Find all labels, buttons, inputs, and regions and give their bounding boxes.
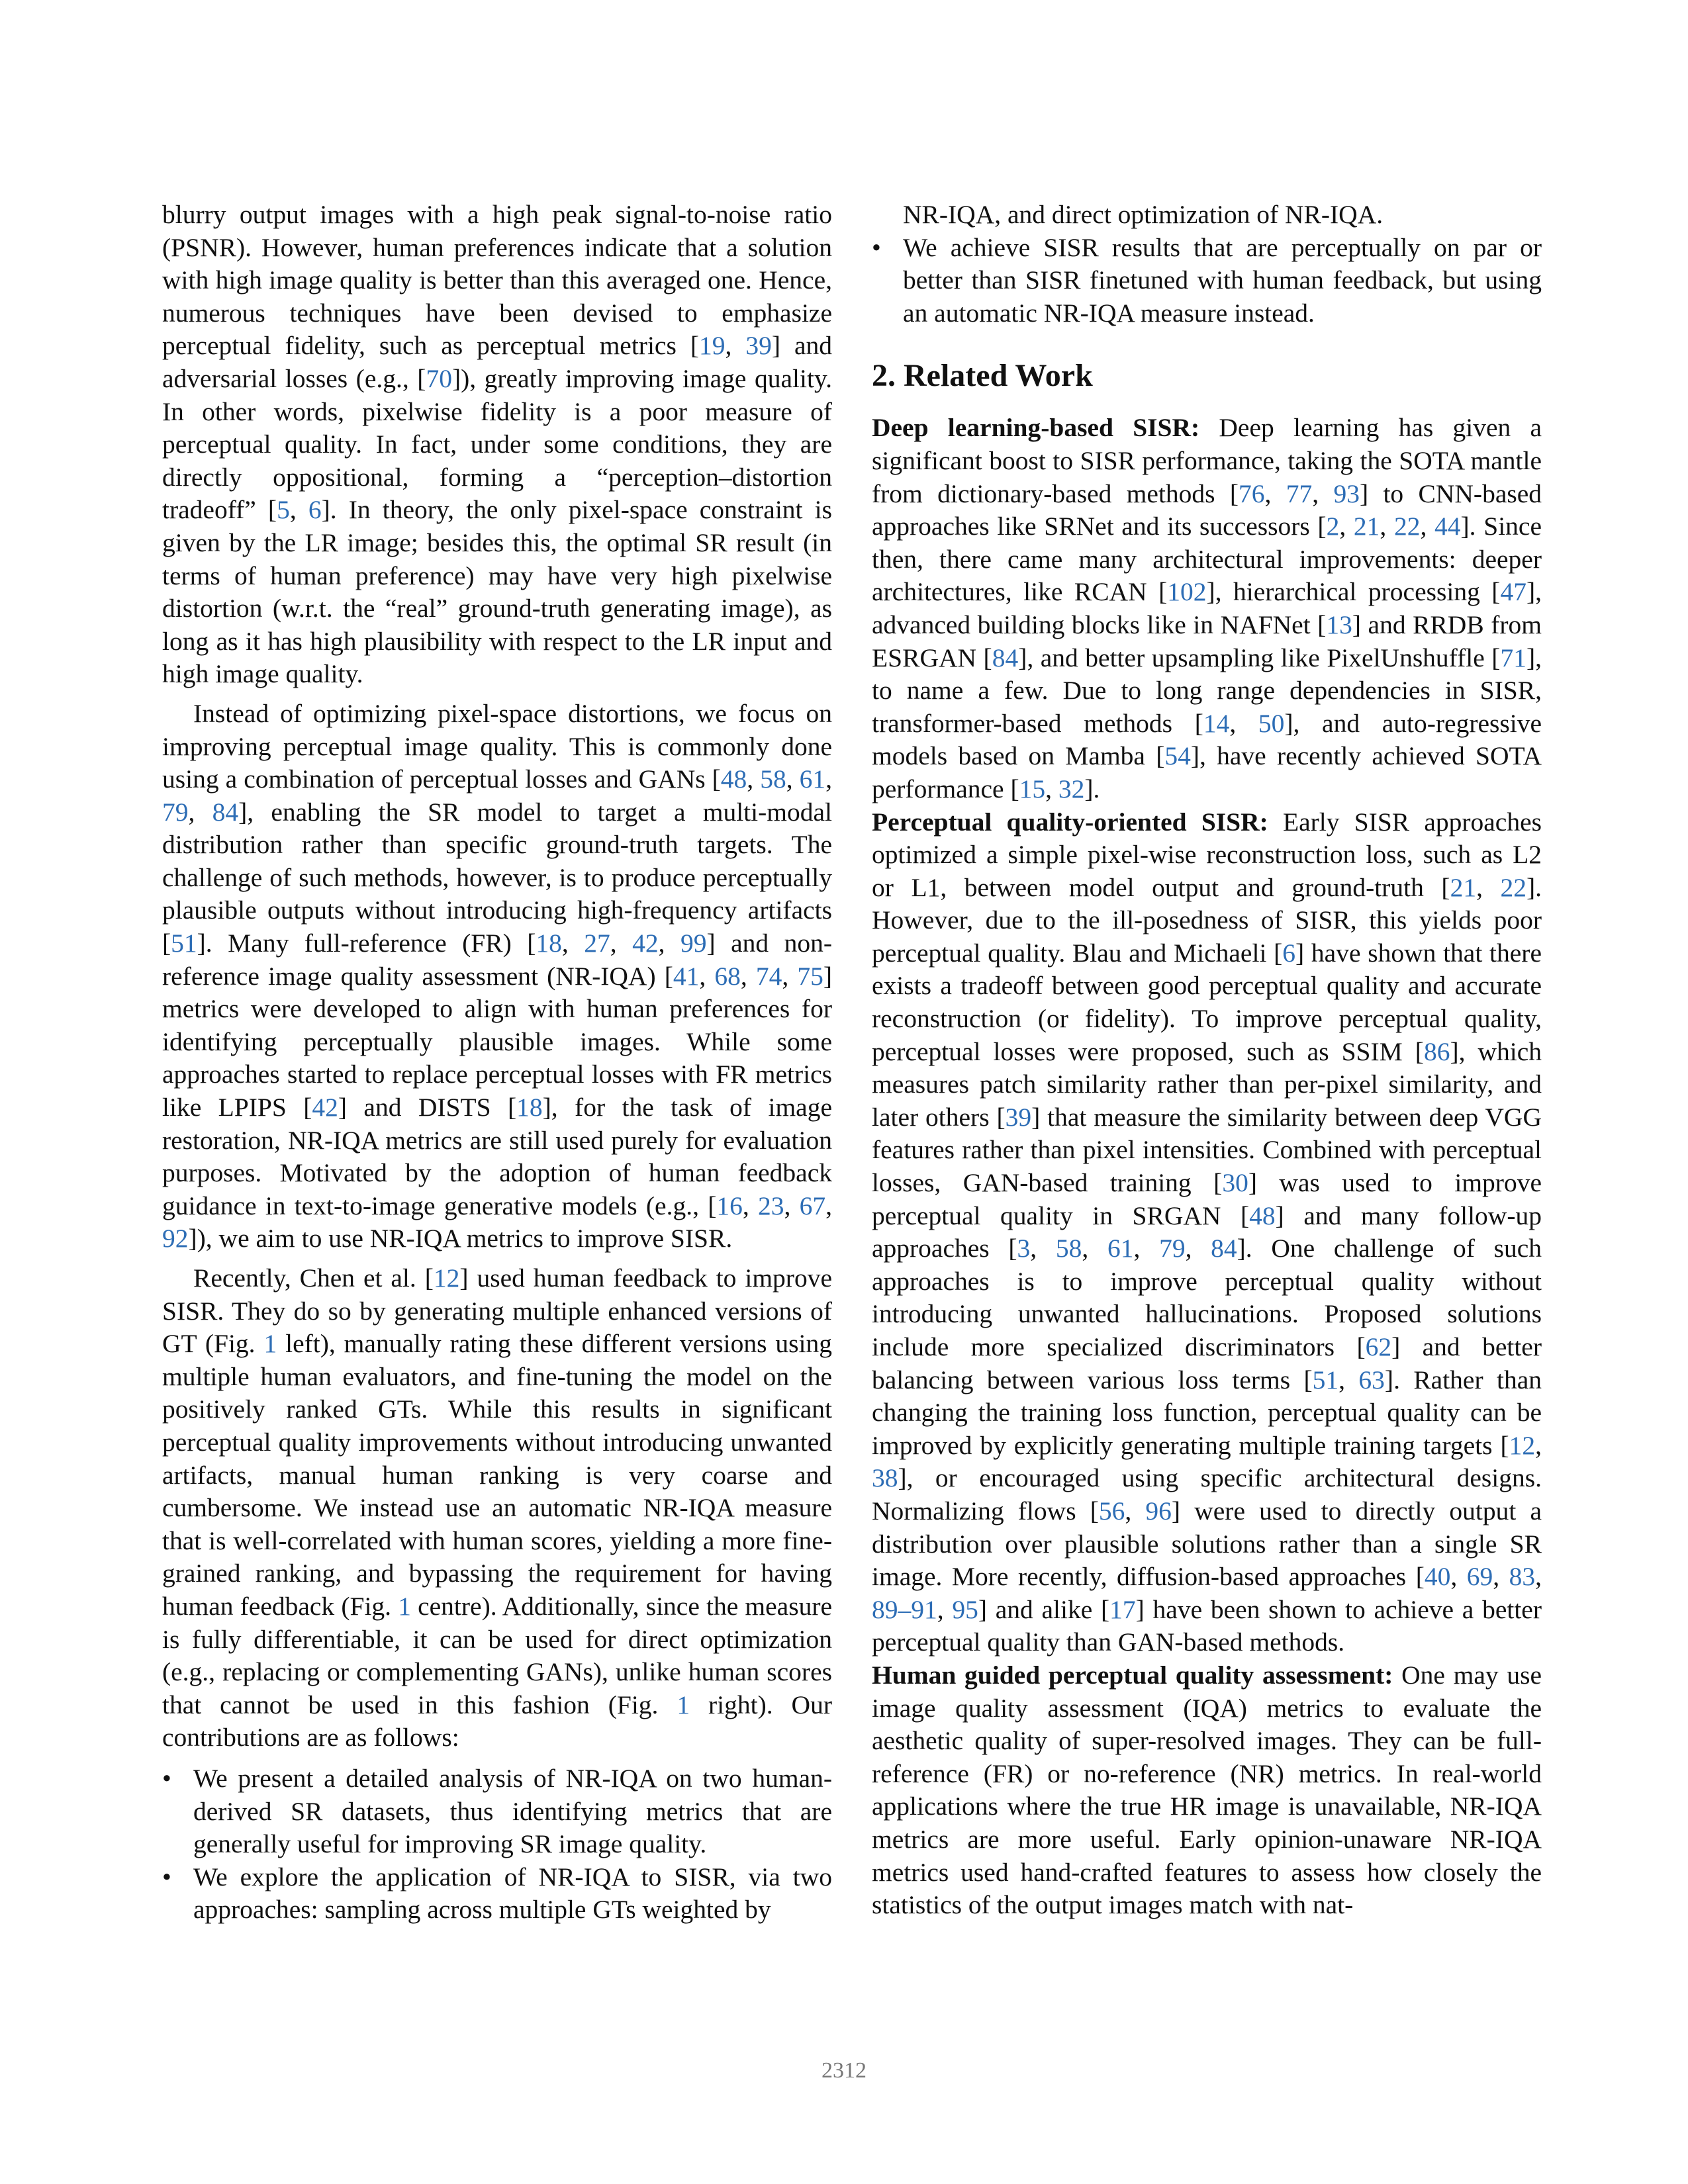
citation-link[interactable]: 79 <box>1159 1234 1186 1263</box>
page-number: 2312 <box>821 2058 867 2083</box>
contributions-list-continued <box>872 199 1542 330</box>
citation-link[interactable]: 56 <box>1098 1496 1125 1525</box>
list-item: • We achieve SISR results that are perceptually on par or better than SISR finetuned with human feedback, but using an automatic NR-IQA measure instead. <box>872 232 1542 330</box>
citation-link[interactable]: 102 <box>1167 577 1207 607</box>
citation-link[interactable]: 38 <box>872 1463 898 1493</box>
citation-link[interactable]: 44 <box>1434 512 1461 541</box>
citation-link[interactable]: 23 <box>758 1191 784 1220</box>
citation-link[interactable]: 61 <box>1107 1234 1134 1263</box>
citation-link[interactable]: 17 <box>1109 1594 1136 1624</box>
text: Recently, Chen et al. [ <box>193 1263 434 1293</box>
citation-link[interactable]: 41 <box>673 961 700 991</box>
citation-link[interactable]: 84 <box>212 797 239 827</box>
citation-link[interactable]: 68 <box>714 961 741 991</box>
list-item: • We present a detailed analysis of NR-IQA on two human-derived SR datasets, thus identifying metrics that are generally useful for improving SR image quality. <box>162 1762 832 1861</box>
citation-link[interactable]: 21 <box>1450 872 1477 902</box>
citation-link[interactable]: 58 <box>760 764 786 794</box>
citation-link[interactable]: 51 <box>171 929 197 958</box>
run-in-heading: Human guided perceptual quality assessment: <box>872 1660 1393 1690</box>
citation-link[interactable]: 32 <box>1058 774 1085 803</box>
text: Deep learning has given a significant boost to SISR performance, taking the SOTA mantle from dictionary-based methods [ <box>872 413 1542 508</box>
text: ] were used to directly output a distribution over plausible solutions rather than a single SR image. More recently, diffusion-based approaches [ <box>872 1496 1542 1592</box>
right-column <box>872 199 1542 1922</box>
paragraph: Deep learning-based SISR: Deep learning has given a significant boost to SISR performance, taking the SOTA mantle from dictionary-based methods [76, 77, 93] to CNN-based approaches like SRNet and its successors [2, 21, 22, 44]. Since then, there came many architectural improvements: deeper architectures, like RCAN [102], hierarchical processing [47], advanced building blocks like in NAFNet [13] and RRDB from ESRGAN [84], and better upsampling like PixelUnshuffle [71], to name a few. Due to long range dependencies in SISR, transformer-based methods [14, 50], and auto-regressive models based on Mamba [54], have recently achieved SOTA performance [15, 32]. <box>872 413 1542 803</box>
citation-link[interactable]: 84 <box>1211 1234 1237 1263</box>
text: ]. One challenge of such approaches is to improve perceptual quality without introducing unwanted hallucinations. Proposed solutions include more specialized discriminators [ <box>872 1234 1542 1361</box>
citation-link[interactable]: 67 <box>799 1191 826 1220</box>
text: , <box>289 495 308 525</box>
text: ]. Since then, there came many architectural improvements: deeper architectures, like RCAN [ <box>872 512 1542 607</box>
citation-link[interactable]: 48 <box>720 764 747 794</box>
paragraph <box>162 199 832 691</box>
text: ] was used to improve perceptual quality in SRGAN [ <box>872 1168 1542 1230</box>
citation-link[interactable]: 6 <box>308 495 322 525</box>
citation-link[interactable]: 30 <box>1222 1168 1248 1198</box>
text: ]), we aim to use NR-IQA metrics to improve SISR. <box>188 1224 733 1253</box>
text: ], to name a few. Due to long range dependencies in SISR, transformer-based methods [ <box>872 643 1542 738</box>
citation-link[interactable]: 2 <box>1326 512 1340 541</box>
citation-link[interactable]: 16 <box>716 1191 743 1220</box>
text: ] have been shown to achieve a better perceptual quality than GAN-based methods. <box>872 1594 1542 1657</box>
text: ] have shown that there exists a tradeoff between good perceptual quality and accurate reconstruction (or fidelity). To improve perceptual quality, perceptual losses were proposed, such as SSIM [ <box>872 938 1542 1066</box>
citation-link[interactable]: 54 <box>1164 741 1191 771</box>
citation-link[interactable]: 93 <box>1333 478 1360 508</box>
citation-link[interactable]: 95 <box>952 1594 978 1624</box>
citation-link[interactable]: 84 <box>992 643 1019 672</box>
text: ] and DISTS [ <box>338 1093 517 1122</box>
citation-link[interactable]: 63 <box>1358 1365 1385 1394</box>
contributions-list <box>162 1762 832 1927</box>
text: ], or encouraged using specific architectural designs. Normalizing flows [ <box>872 1463 1542 1525</box>
citation-link[interactable]: 22 <box>1393 512 1421 541</box>
text: ], enabling the SR model to target a multi-modal distribution rather than specific ground-truth targets. The challenge of such methods, however, is to produce perceptually plausible outputs without introducing high-frequency artifacts [ <box>162 797 832 958</box>
text: ] that measure the similarity between deep VGG features rather than pixel intensities. Combined with perceptual losses, GAN-based training [ <box>872 1102 1542 1198</box>
text: ], and auto-regressive models based on Mamba [ <box>872 708 1542 771</box>
citation-link[interactable]: 76 <box>1239 478 1265 508</box>
citation-link[interactable]: 19 <box>698 331 726 361</box>
text: ], and better upsampling like PixelUnshuffle [ <box>1018 643 1501 672</box>
citation-link[interactable]: 62 <box>1365 1332 1392 1361</box>
citation-link[interactable]: 74 <box>755 961 782 991</box>
citation-link[interactable]: 40 <box>1424 1562 1451 1592</box>
paragraph: Instead of optimizing pixel-space distortions, we focus on improving perceptual image quality. This is commonly done using a combination of perceptual losses and GANs [48, 58, 61, 79, 84], enabling the SR model to target a multi-modal distribution rather than specific ground-truth targets. The challenge of such methods, however, is to produce perceptually plausible outputs without introducing high-frequency artifacts [51]. Many full-reference (FR) [18, 27, 42, 99] and non-reference image quality assessment (NR-IQA) [41, 68, 74, 75] metrics were developed to align with human preferences for identifying perceptually plausible images. While some approaches started to replace perceptual losses with FR metrics like LPIPS [42] and DISTS [18], for the task of image restoration, NR-IQA metrics are still used purely for evaluation purposes. Motivated by the adoption of human feedback guidance in text-to-image generative models (e.g., [16, 23, 67, 92]), we aim to use NR-IQA metrics to improve SISR. <box>162 698 833 1253</box>
list-item-continuation: NR-IQA, and direct optimization of NR-IQA. <box>903 200 1383 229</box>
text: ] to CNN-based approaches like SRNet and its successors [ <box>872 478 1542 541</box>
text: ] metrics were developed to align with human preferences for identifying perceptually plausible images. While some approaches started to replace perceptual losses with FR metrics like LPIPS [ <box>162 961 833 1122</box>
text: ]. Rather than changing the training loss function, perceptual quality can be improved by explicitly generating multiple training targets [ <box>872 1365 1542 1460</box>
citation-link[interactable]: 39 <box>1005 1102 1032 1132</box>
citation-link[interactable]: 18 <box>536 929 562 958</box>
text: centre). Additionally, since the measure is fully differentiable, it can be used for direct optimization (e.g., replacing or complementing GANs), unlike human scores that cannot be used in this fashion (Fig. <box>162 1591 833 1719</box>
figure-ref-link[interactable]: 1 <box>677 1690 690 1719</box>
text: ] and alike [ <box>978 1594 1110 1624</box>
paragraph: Perceptual quality-oriented SISR: Early SISR approaches optimized a simple pixel-wise reconstruction loss, such as L2 or L1, between model output and ground-truth [21, 22]. However, due to the ill-posedness of SISR, this yields poor perceptual quality. Blau and Michaeli [6] have shown that there exists a tradeoff between good perceptual quality and accurate reconstruction (or fidelity). To improve perceptual quality, perceptual losses were proposed, such as SSIM [86], which measures patch similarity rather than per-pixel similarity, and later others [39] that measure the similarity between deep VGG features rather than pixel intensities. Combined with perceptual losses, GAN-based training [30] was used to improve perceptual quality in SRGAN [48] and many follow-up approaches [3, 58, 61, 79, 84]. One challenge of such approaches is to improve perceptual quality without introducing unwanted hallucinations. Proposed solutions include more specialized discriminators [62] and better balancing between various loss terms [51, 63]. Rather than changing the training loss function, perceptual quality can be improved by explicitly generating multiple training targets [12, 38], or encouraged using specific architectural designs. Normalizing flows [56, 96] were used to directly output a distribution over plausible solutions rather than a single SR image. More recently, diffusion-based approaches [40, 69, 83, 89–91, 95] and alike [17] have been shown to achieve a better perceptual quality than GAN-based methods. <box>872 807 1542 1657</box>
citation-link[interactable]: 18 <box>516 1093 543 1122</box>
text: left), manually rating these different versions using multiple human evaluators, and fine-tuning the model on the positively ranked GTs. While this results in significant perceptual quality improvements without introducing unwanted artifacts, manual human ranking is very coarse and cumbersome. We instead use an automatic NR-IQA measure that is well-correlated with human scores, yielding a more fine-grained ranking, and bypassing the requirement for having human feedback (Fig. <box>162 1329 832 1621</box>
text: right). Our contributions are as follows: <box>162 1690 832 1752</box>
citation-link[interactable]: 48 <box>1249 1201 1276 1230</box>
citation-link[interactable]: 96 <box>1145 1496 1172 1525</box>
text: ]. Many full-reference (FR) [ <box>197 929 536 958</box>
citation-link[interactable]: 27 <box>584 929 610 958</box>
text: ]), greatly improving image quality. In other words, pixelwise fidelity is a poor measure of perceptual quality. In fact, under some conditions, they are directly oppositional, forming a “perception–distortion tradeoff” [ <box>162 363 832 525</box>
citation-link[interactable]: 39 <box>745 331 772 361</box>
text: ]. In theory, the only pixel-space constraint is given by the LR image; besides this, the optimal SR result (in terms of human preference) may have very high pixelwise distortion (w.r.t. the “real” ground-truth generating image), as long as it has high plausibility with respect to the LR input and high image quality. <box>162 495 832 689</box>
citation-link[interactable]: 70 <box>426 363 452 393</box>
text: Instead of optimizing pixel-space distortions, we focus on improving perceptual image quality. This is commonly done using a combination of perceptual losses and GANs [ <box>162 698 832 794</box>
text: One may use image quality assessment (IQA) metrics to evaluate the aesthetic quality of super-resolved images. They can be full-reference (FR) or no-reference (NR) metrics. In real-world applications where the true HR image is unavailable, NR-IQA metrics are more useful. Early opinion-unaware NR-IQA metrics used hand-crafted features to assess how closely the statistics of the output images match with nat- <box>872 1660 1542 1920</box>
citation-link[interactable]: 89–91 <box>872 1594 937 1624</box>
text: ]. <box>1084 774 1100 803</box>
paragraph <box>872 1659 1542 1922</box>
text: ]. However, due to the ill-posedness of SISR, this yields poor perceptual quality. Blau and Michaeli [ <box>872 872 1542 968</box>
text: ] and non-reference image quality assessment (NR-IQA) [ <box>162 929 833 991</box>
text: ], for the task of image restoration, NR-IQA metrics are still used purely for evaluation purposes. Motivated by the adoption of human feedback guidance in text-to-image generative models (e.g., [ <box>162 1093 832 1220</box>
citation-link[interactable]: 15 <box>1019 774 1046 803</box>
citation-link[interactable]: 51 <box>1312 1365 1339 1394</box>
citation-link[interactable]: 13 <box>1326 610 1352 639</box>
citation-link[interactable]: 75 <box>797 961 823 991</box>
text: ] and RRDB from ESRGAN [ <box>872 610 1542 672</box>
left-column <box>162 199 832 1927</box>
text: , <box>725 331 746 361</box>
text: ] used human feedback to improve SISR. They do so by generating multiple enhanced versions of GT (Fig. <box>162 1263 832 1359</box>
citation-link[interactable]: 47 <box>1500 577 1526 607</box>
citation-link[interactable]: 99 <box>680 929 707 958</box>
citation-link[interactable]: 50 <box>1258 708 1285 738</box>
citation-link[interactable]: 12 <box>433 1263 460 1293</box>
text: ] and adversarial losses (e.g., [ <box>162 331 833 393</box>
text: ], hierarchical processing [ <box>1206 577 1501 607</box>
citation-link[interactable]: 92 <box>162 1224 189 1253</box>
citation-link[interactable]: 71 <box>1500 643 1526 672</box>
citation-link[interactable]: 86 <box>1423 1036 1450 1066</box>
citation-link[interactable]: 21 <box>1353 512 1380 541</box>
text: Early SISR approaches optimized a simple pixel-wise reconstruction loss, such as L2 or L1, between model output and ground-truth [ <box>872 807 1542 902</box>
citation-link[interactable]: 42 <box>312 1093 338 1122</box>
citation-link[interactable]: 3 <box>1017 1234 1031 1263</box>
list-item: • We explore the application of NR-IQA to SISR, via two approaches: sampling across multiple GTs weighted by <box>162 1861 832 1927</box>
citation-link[interactable]: 69 <box>1466 1562 1493 1592</box>
figure-ref-link[interactable]: 1 <box>398 1591 411 1621</box>
citation-link[interactable]: 6 <box>1282 938 1296 968</box>
citation-link[interactable]: 22 <box>1500 872 1526 902</box>
citation-link[interactable]: 83 <box>1509 1562 1536 1592</box>
section-heading: 2. Related Work <box>872 358 1093 394</box>
text: ] and better balancing between various loss terms [ <box>872 1332 1542 1394</box>
figure-ref-link[interactable]: 1 <box>263 1329 277 1359</box>
text: ], have recently achieved SOTA performance [ <box>872 741 1542 803</box>
citation-link[interactable]: 79 <box>162 797 189 827</box>
citation-link[interactable]: 14 <box>1203 708 1230 738</box>
paragraph <box>162 1262 832 1754</box>
run-in-heading: Deep learning-based SISR: <box>872 413 1200 443</box>
citation-link[interactable]: 12 <box>1509 1430 1536 1460</box>
run-in-heading: Perceptual quality-oriented SISR: <box>872 807 1268 837</box>
citation-link[interactable]: 77 <box>1286 478 1313 508</box>
citation-link[interactable]: 42 <box>632 929 659 958</box>
text: ] and many follow-up approaches [ <box>872 1201 1542 1263</box>
text: ], which measures patch similarity rather than per-pixel similarity, and later others [ <box>872 1036 1542 1132</box>
citation-link[interactable]: 61 <box>799 764 826 794</box>
text: ], advanced building blocks like in NAFNet [ <box>872 577 1542 639</box>
citation-link[interactable]: 5 <box>277 495 290 525</box>
text: blurry output images with a high peak signal-to-noise ratio (PSNR). However, human preferences indicate that a solution with high image quality is better than this averaged one. Hence, numerous techniques have been devised to emphasize perceptual fidelity, such as perceptual metrics [ <box>162 200 832 361</box>
citation-link[interactable]: 58 <box>1055 1234 1082 1263</box>
